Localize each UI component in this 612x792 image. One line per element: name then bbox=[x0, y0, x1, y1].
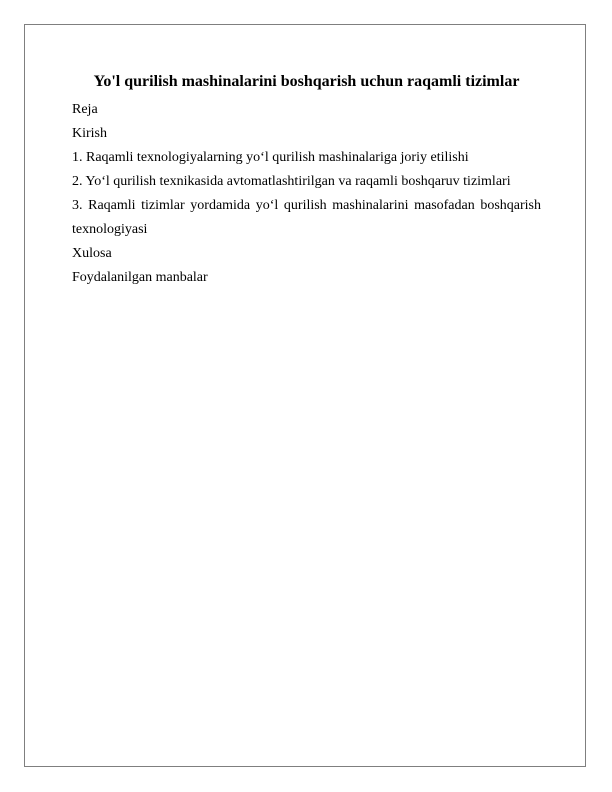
document-title: Yo'l qurilish mashinalarini boshqarish uchun raqamli tizimlar bbox=[93, 73, 520, 90]
outline-item-references: Foydalanilgan manbalar bbox=[72, 270, 208, 285]
outline-item-introduction: Kirish bbox=[72, 126, 107, 141]
document-body bbox=[72, 70, 541, 290]
outline-item-2: 2. Yo‘l qurilish texnikasida avtomatlashtirilgan va raqamli boshqaruv tizimlari bbox=[72, 174, 511, 189]
outline-item-3: 3. Raqamli tizimlar yordamida yo‘l qurilish mashinalarini masofadan boshqarish texnologiyasi bbox=[72, 198, 541, 237]
outline-heading: Reja bbox=[72, 102, 98, 117]
outline-item-1: 1. Raqamli texnologiyalarning yo‘l qurilish mashinalariga joriy etilishi bbox=[72, 150, 469, 165]
outline-item-conclusion: Xulosa bbox=[72, 246, 112, 261]
